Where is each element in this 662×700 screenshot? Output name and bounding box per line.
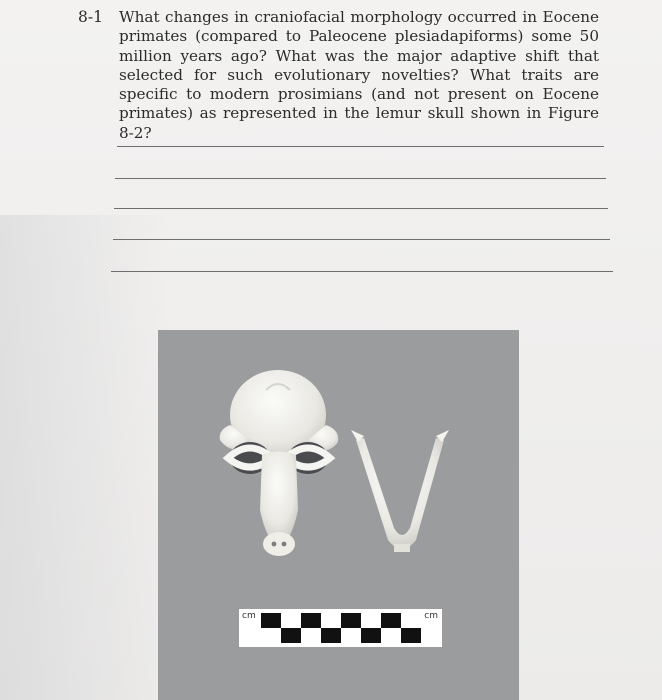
lemur-skull-figure bbox=[158, 330, 519, 700]
page-shadow bbox=[0, 215, 170, 700]
answer-line bbox=[113, 239, 610, 240]
answer-line bbox=[111, 271, 613, 272]
answer-line bbox=[114, 208, 608, 209]
lemur-mandible bbox=[351, 430, 449, 552]
question-text: What changes in craniofacial morphology occurred in Eocene primates (compared to Paleocene plesiadapiforms) some 50 million years ago? What was the major adaptive shift that selected for such evolutionary novelties? What traits are specific to modern prosimians (and not present on Eocene primates) as represented in the lemur skull shown in Figure 8-2? bbox=[119, 8, 599, 142]
answer-line bbox=[115, 178, 606, 179]
cm-scale-bar bbox=[239, 609, 442, 647]
skull-illustration bbox=[158, 330, 519, 630]
lemur-cranium bbox=[220, 370, 339, 556]
answer-line bbox=[117, 146, 604, 147]
checker-scale bbox=[261, 613, 421, 643]
question-number: 8-1 bbox=[78, 8, 103, 26]
scale-label-right: cm bbox=[424, 611, 438, 621]
scale-label-left: cm bbox=[242, 611, 256, 621]
